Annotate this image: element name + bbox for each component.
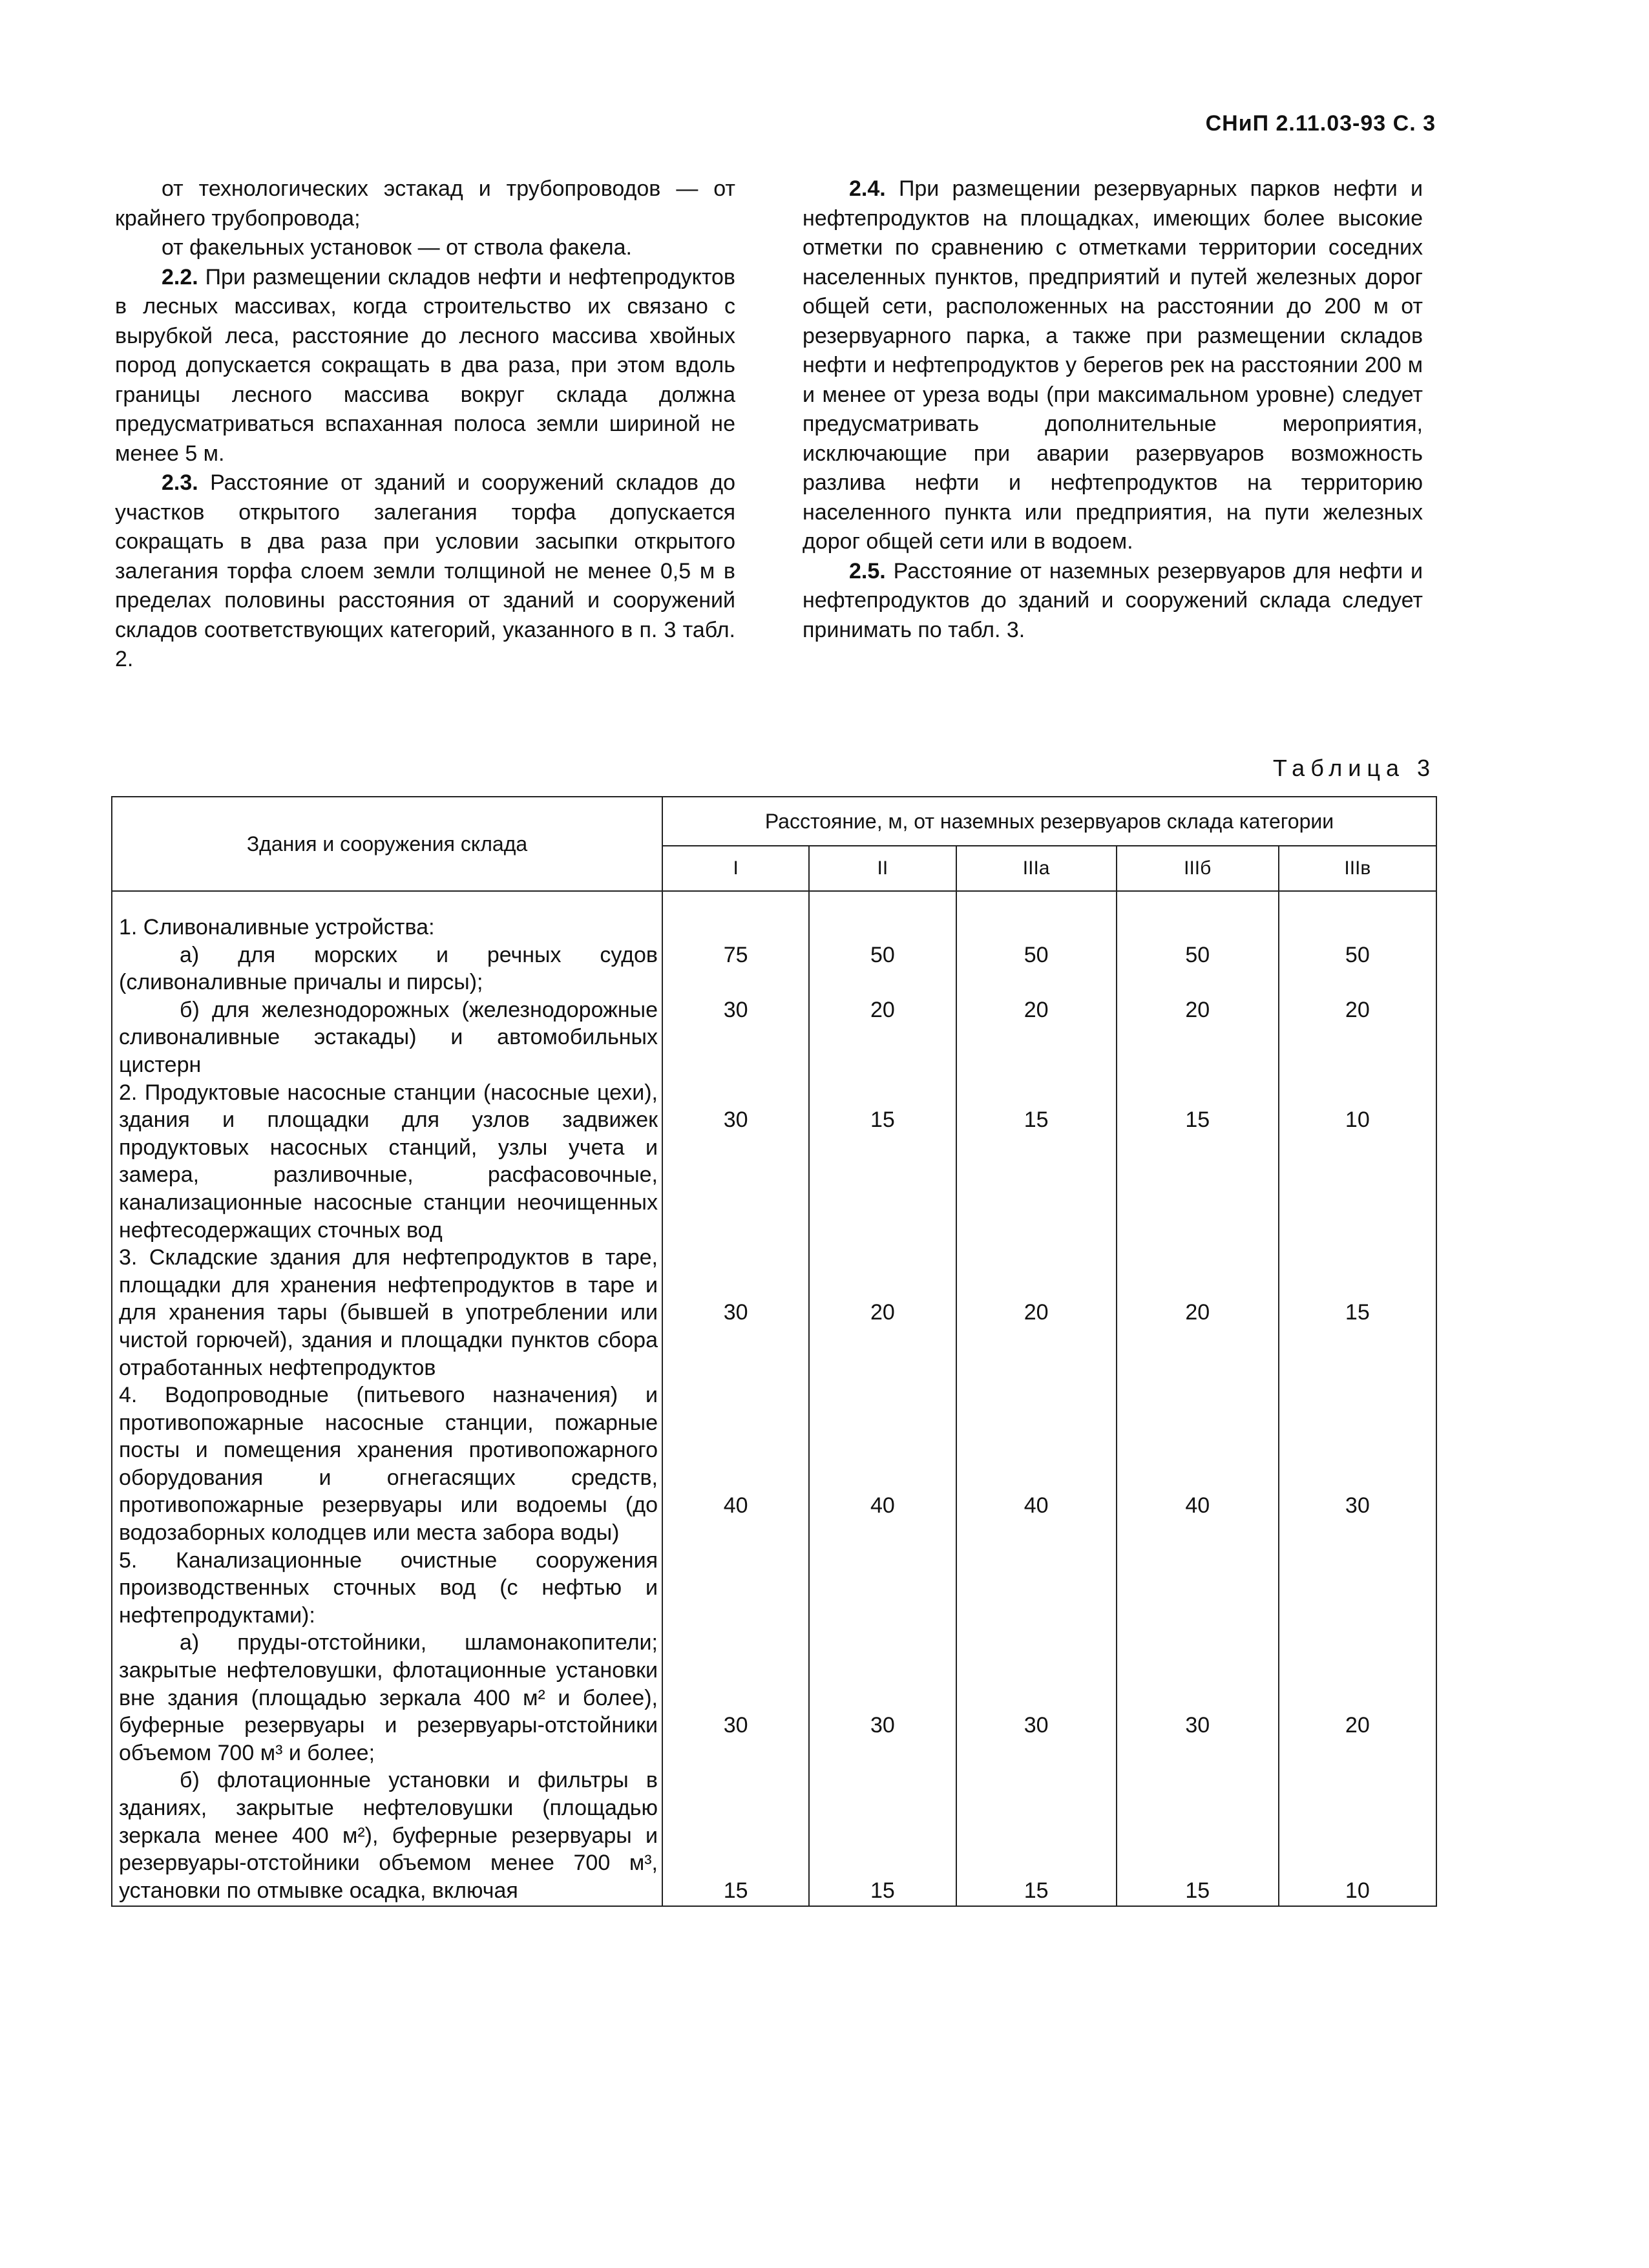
paragraph: 2.4. При размещении резервуарных парков нефти и нефтепродуктов на площадках, имеющих более высокие отметки по сравнению с отметками территории соседних населенных пунктов, предприятий и путей железных дорог общей сети, расположенных на расстоянии до 200 м от резервуарного парка, а также при размещении складов нефти и нефтепродуктов у берегов рек на расстоянии 200 м и менее от уреза воды (при максимальном уровне) следует предусматривать дополнительные мероприятия, исключающие при аварии разервуаров возможность разлива нефти и нефтепродуктов на территорию населенного пункта или предприятия, на пути железных дорог общей сети или в водоем. [803, 176, 1423, 554]
table-cell: 20 [1185, 1300, 1210, 1325]
header-category-3v: IIIв [1279, 846, 1436, 891]
table-cell: 15 [870, 1108, 895, 1133]
table-row-text: б) флотационные установки и фильтры в зданиях, закрытые нефтеловушки (площадью зеркала менее 400 м²), буферные резервуары и резервуары-отстойники объемом менее 700 м³, установки по отмывке осадка, включая [119, 1768, 658, 1903]
left-text-column [115, 174, 735, 675]
table-row-text: а) пруды-отстойники, шламонакопители; закрытые нефтеловушки, флотационные установки вне здания (площадью зеркала 400 м² и более), буферные резервуары и резервуары-отстойники объемом 700 м³ и более; [119, 1630, 658, 1765]
right-text-column [803, 174, 1423, 645]
table-cell: 20 [1024, 1300, 1049, 1325]
page-header: СНиП 2.11.03-93 С. 3 [1205, 111, 1436, 136]
header-distance: Расстояние, м, от наземных резервуаров склада категории [662, 797, 1436, 846]
paragraph-number: 2.4. [849, 176, 886, 201]
table-cell: 50 [870, 942, 895, 967]
header-category-1: I [662, 846, 809, 891]
table-cell: 15 [1185, 1108, 1210, 1133]
table-cell: 30 [1024, 1713, 1049, 1738]
paragraph-number: 2.3. [162, 470, 198, 495]
table-cell: 30 [723, 1300, 748, 1325]
values-column-3v [1279, 891, 1436, 1906]
table-cell: 50 [1185, 942, 1210, 967]
paragraph-number: 2.5. [849, 558, 886, 583]
table-cell: 40 [1024, 1493, 1049, 1518]
table-cell: 40 [870, 1493, 895, 1518]
table-cell: 10 [1345, 1878, 1370, 1903]
table-cell: 40 [723, 1493, 748, 1518]
table-cell: 15 [1024, 1878, 1049, 1903]
table-row-text: 5. Канализационные очистные сооружения производственных сточных вод (с нефтью и нефтепродуктами): [119, 1548, 658, 1628]
table-row-text: 1. Сливоналивные устройства: [119, 915, 435, 940]
header-category-3b: IIIб [1117, 846, 1279, 891]
table-cell: 15 [1024, 1108, 1049, 1133]
values-column-3b [1117, 891, 1279, 1906]
table-cell: 30 [723, 1713, 748, 1738]
table-row-text: а) для морских и речных судов (сливоналивные причалы и пирсы); [119, 942, 658, 995]
table-body-row [112, 891, 1436, 1906]
table-cell: 50 [1345, 942, 1370, 967]
table-cell: 20 [1345, 1713, 1370, 1738]
table-row-text: 2. Продуктовые насосные станции (насосные цехи), здания и площадки для узлов задвижек продуктовых насосных станций, узлы учета и замера, разливочные, расфасовочные, канализационные насосные станции неочищенных нефтесодержащих сточных вод [119, 1080, 658, 1243]
table-cell: 15 [1185, 1878, 1210, 1903]
table-caption: Таблица 3 [1272, 755, 1436, 781]
paragraph: от технологических эстакад и трубопроводов — от крайнего трубопровода; [115, 176, 735, 231]
values-column-1 [662, 891, 809, 1906]
table-row-text: б) для железнодорожных (железнодорожные сливоналивные эстакады) и автомобильных цистерн [119, 997, 658, 1077]
table-cell: 30 [723, 1108, 748, 1133]
paragraph: от факельных установок — от ствола факела. [162, 235, 632, 260]
table-row-text: 4. Водопроводные (питьевого назначения) и противопожарные насосные станции, пожарные посты и помещения хранения противопожарного оборудования и огнегасящих средств, противопожарные резервуары или водоемы (до водозаборных колодцев или места забора воды) [119, 1383, 658, 1546]
paragraph-number: 2.2. [162, 264, 198, 289]
table-cell: 15 [870, 1878, 895, 1903]
buildings-cell [112, 891, 662, 1906]
values-column-2 [809, 891, 956, 1906]
header-category-2: II [809, 846, 956, 891]
header-buildings: Здания и сооружения склада [112, 797, 662, 891]
table-cell: 20 [1024, 997, 1049, 1022]
paragraph: 2.5. Расстояние от наземных резервуаров для нефти и нефтепродуктов до зданий и сооружений склада следует принимать по табл. 3. [803, 558, 1423, 642]
table-cell: 30 [1185, 1713, 1210, 1738]
values-column-3a [956, 891, 1117, 1906]
table-cell: 30 [723, 997, 748, 1022]
table-cell: 20 [870, 997, 895, 1022]
table-cell: 50 [1024, 942, 1049, 967]
table-cell: 10 [1345, 1108, 1370, 1133]
distance-table [111, 796, 1437, 1907]
paragraph: 2.2. При размещении складов нефти и нефтепродуктов в лесных массивах, когда строительство их связано с вырубкой леса, расстояние до лесного массива хвойных пород допускается сокращать в два раза, при этом вдоль границы лесного массива вокруг склада должна предусматриваться вспаханная полоса земли шириной не менее 5 м. [115, 264, 735, 466]
table-cell: 20 [1185, 997, 1210, 1022]
table-cell: 30 [1345, 1493, 1370, 1518]
table-cell: 75 [723, 942, 748, 967]
table-cell: 30 [870, 1713, 895, 1738]
table-cell: 40 [1185, 1493, 1210, 1518]
header-category-3a: IIIa [956, 846, 1117, 891]
paragraph: 2.3. Расстояние от зданий и сооружений складов до участков открытого залегания торфа допускается сокращать в два раза при условии засыпки открытого залегания торфа слоем земли толщиной не менее 0,5 м в пределах половины расстояния от зданий и сооружений складов соответствующих категорий, указанного в п. 3 табл. 2. [115, 470, 735, 671]
table-row-text: 3. Складские здания для нефтепродуктов в таре, площадки для хранения нефтепродуктов в таре и для хранения тары (бывшей в употреблении или чистой горючей), здания и площадки пунктов сбора отработанных нефтепродуктов [119, 1245, 658, 1380]
table-cell: 20 [870, 1300, 895, 1325]
table-cell: 15 [1345, 1300, 1370, 1325]
table-cell: 20 [1345, 997, 1370, 1022]
table-cell: 15 [723, 1878, 748, 1903]
